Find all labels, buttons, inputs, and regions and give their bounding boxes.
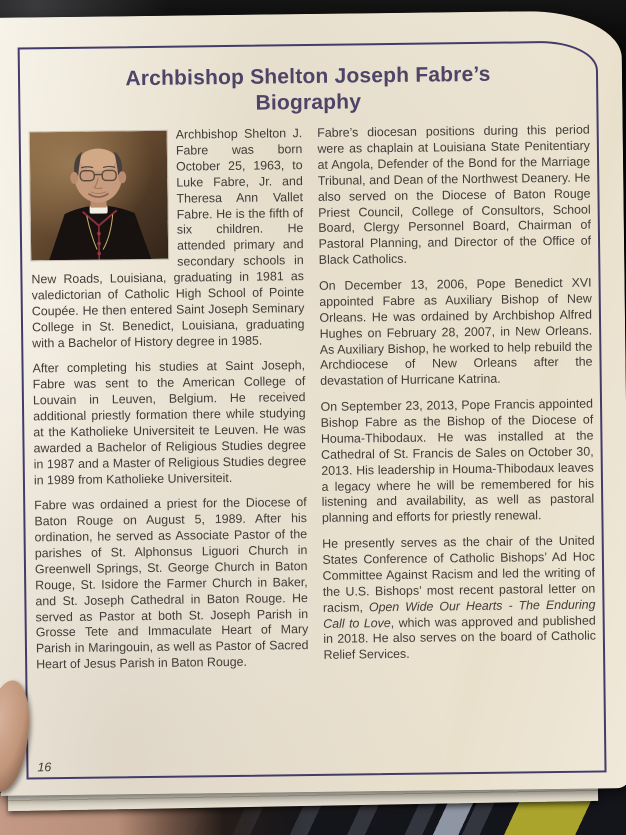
para7-tail: , which was approved and published in 2018. He also serves on the board of Catholic Relief Services.	[323, 613, 596, 663]
page-number: 16	[37, 760, 52, 775]
bio-paragraph-2: After completing his studies at Saint Joseph, Fabre was sent to the American College of Louvain in Leuven, Belgium. He received additional priestly formation there while studying at the Katholieke Universiteit te Leuven. He was awarded a Bachelor of Religious Studies degree in 1987 and a Master of Religious Studies degree in 1989 from Katholieke Universiteit.	[32, 358, 307, 487]
booklet-page	[0, 10, 626, 796]
bio-paragraph-4: Fabre’s diocesan positions during this period were as chaplain at Louisiana State Penitentiary at Angola, Defender of the Bond for the Marriage Tribunal, and Dean of the Northwest Deanery. He also served on the Diocese of Baton Rouge Priest Council, College of Consultors, School Board, Clergy Personnel Board, Chairman of Pastoral Planning, and Director of the Office of Black Catholics.	[317, 122, 592, 268]
archbishop-portrait-photo	[30, 131, 169, 261]
left-column	[30, 126, 309, 683]
page-title-line2: Biography	[255, 89, 362, 115]
page-title	[20, 60, 597, 118]
right-column	[317, 123, 596, 680]
bio-paragraph-5: On December 13, 2006, Pope Benedict XVI appointed Fabre as Auxiliary Bishop of New Orleans. He was ordained by Archbishop Alfred Hughes on February 28, 2007, in New Orleans. As Auxiliary Bishop, he worked to help rebuild the Archdiocese of New Orleans after the devastation of Hurricane Katrina.	[318, 275, 593, 389]
body-columns	[21, 112, 604, 684]
pastoral-letter-title: Open Wide Our Hearts - The Enduring Call to Love	[323, 597, 596, 631]
para7-lead: He presently serves as the chair of the United States Conference of Catholic Bishops’ Ad Hoc Committee Against Racism and led the writing of the U.S. Bishops’ most recent pastoral letter on racism,	[322, 533, 596, 615]
bio-paragraph-3: Fabre was ordained a priest for the Diocese of Baton Rouge on August 5, 1989. After his ordination, he served as Associate Pastor of the parishes of St. Alphonsus Liguori Church in Greenwell Springs, St. George Church in Baton Rouge, St. Isidore the Farmer Church in Baker, and St. Joseph Cathedral in Baton Rouge. He served as Pastor at both St. Joseph Parish in Grosse Tete and Immaculate Heart of Mary Parish in Maringouin, as well as Pastor of Sacred Heart of Jesus Parish in Baton Rouge.	[34, 495, 309, 672]
page-title-line1: Archbishop Shelton Joseph Fabre’s	[125, 62, 491, 91]
page-border-frame	[18, 40, 607, 779]
bio-paragraph-1: Archbishop Shelton J. Fabre was born October 25, 1963, to Luke Fabre, Jr. and Theresa Ann Vallet Fabre. He is the fifth of six children. He attended primary and secondary schools in New Roads, Louisiana, graduating in 1981 as valedictorian of Catholic High School of Pointe Coupée. He then entered Saint Joseph Seminary College in St. Benedict, Louisiana, graduating with a Bachelor of History degree in 1985.	[31, 126, 305, 350]
bio-paragraph-6: On September 23, 2013, Pope Francis appointed Bishop Fabre as the Bishop of the Diocese of Houma-Thibodaux. He was installed at the Cathedral of St. Francis de Sales on October 30, 2013. His leadership in Houma-Thibodaux leaves a legacy where he will be remembered for his listening and availability, as well as pastoral planning and efforts for priestly renewal.	[320, 396, 595, 526]
bio-paragraph-7	[322, 534, 596, 664]
